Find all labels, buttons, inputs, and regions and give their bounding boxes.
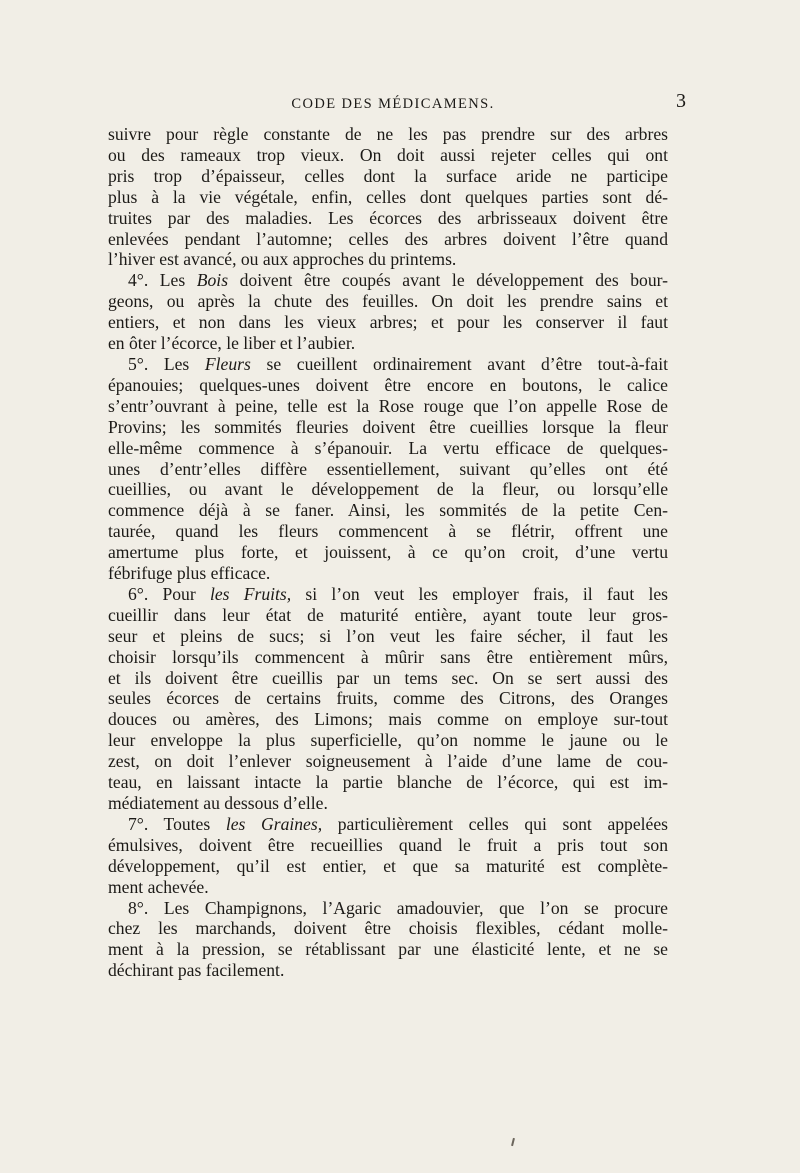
text-line — [108, 270, 668, 291]
text-line — [108, 542, 668, 563]
text-run: 6°. Pour — [128, 583, 210, 604]
text-run: 7°. Toutes — [128, 813, 226, 834]
text-run: truites par des maladies. Les écorces des arbrisseaux doivent être — [108, 207, 668, 228]
paragraph — [108, 584, 668, 814]
paragraph — [108, 124, 668, 270]
body-text — [108, 124, 668, 981]
text-run: choisir lorsqu’ils commencent à mûrir sans être entièrement mûrs, — [108, 646, 668, 667]
text-line — [108, 208, 668, 229]
text-run: cueillies, ou avant le développement de la fleur, ou lorsqu’elle — [108, 479, 668, 500]
text-line — [108, 877, 668, 898]
text-line — [108, 333, 668, 354]
text-run: douces ou amères, des Limons; mais comme on employe sur-tout — [108, 709, 668, 730]
paragraph — [108, 270, 668, 354]
text-run: pris trop d’épaisseur, celles dont la surface aride ne participe — [108, 165, 668, 186]
text-line — [108, 647, 668, 668]
text-run: développement, qu’il est entier, et que sa maturité est complète- — [108, 855, 668, 876]
text-line — [108, 249, 668, 270]
text-run: geons, ou après la chute des feuilles. On doit les prendre sains et — [108, 291, 668, 312]
text-line — [108, 375, 668, 396]
text-line — [108, 898, 668, 919]
text-run: particulièrement celles qui sont appelées — [322, 813, 669, 834]
text-line — [108, 605, 668, 626]
text-line — [108, 709, 668, 730]
text-run: 8°. Les Champignons, l’Agaric amadouvier, que l’on se procure — [128, 897, 668, 918]
text-run: ment achevée. — [108, 876, 209, 897]
text-run: 4°. Les — [128, 270, 197, 291]
text-line — [108, 772, 668, 793]
text-line — [108, 124, 668, 145]
text-line — [108, 166, 668, 187]
text-run: déchirant pas facilement. — [108, 960, 285, 981]
text-run: seules écorces de certains fruits, comme des Citrons, des Oranges — [108, 688, 668, 709]
text-run: unes d’entr’elles diffère essentiellement, suivant qu’elles ont été — [108, 458, 668, 479]
page-number: 3 — [676, 90, 686, 112]
text-line — [108, 291, 668, 312]
text-line — [108, 835, 668, 856]
text-line — [108, 145, 668, 166]
italic-term: les Fruits, — [209, 583, 292, 604]
text-line — [108, 229, 668, 250]
text-run: leur enveloppe la plus superficielle, qu’on nomme le jaune ou le — [108, 730, 668, 751]
paragraph — [108, 898, 668, 982]
running-head — [108, 90, 686, 118]
text-line — [108, 918, 668, 939]
text-line — [108, 187, 668, 208]
text-run: enlevées pendant l’automne; celles des arbres doivent l’être quand — [108, 228, 668, 249]
text-line — [108, 688, 668, 709]
text-line — [108, 563, 668, 584]
text-run: plus à la vie végétale, enfin, celles dont quelques parties sont dé- — [108, 186, 668, 207]
text-run: amertume plus forte, et jouissent, à ce qu’on croit, d’une vertu — [108, 542, 668, 563]
ink-speck — [511, 1138, 515, 1146]
text-line — [108, 668, 668, 689]
text-line — [108, 417, 668, 438]
text-line — [108, 960, 668, 981]
text-run: ment à la pression, se rétablissant par une élasticité lente, et ne se — [108, 939, 668, 960]
text-line — [108, 751, 668, 772]
text-line — [108, 438, 668, 459]
text-run: et ils doivent être cueillis par un tems sec. On se sert aussi des — [108, 667, 668, 688]
italic-term: Bois — [196, 270, 229, 291]
text-run: doivent être coupés avant le développement des bour- — [228, 270, 668, 291]
text-run: cueillir dans leur état de maturité entière, ayant toute leur gros- — [108, 604, 668, 625]
text-line — [108, 584, 668, 605]
text-run: médiatement au dessous d’elle. — [108, 793, 328, 813]
text-run: émulsives, doivent être recueillies quand le fruit a pris tout son — [108, 834, 668, 855]
text-line — [108, 354, 668, 375]
text-run: elle-même commence à s’épanouir. La vertu efficace de quelques- — [108, 437, 668, 458]
text-run: épanouies; quelques-unes doivent être encore en boutons, le calice — [108, 374, 668, 395]
text-run: entiers, et non dans les vieux arbres; et pour les conserver il faut — [108, 312, 668, 333]
text-line — [108, 500, 668, 521]
text-run: taurée, quand les fleurs commencent à se flétrir, offrent une — [108, 521, 668, 542]
text-line — [108, 793, 668, 814]
text-run: 5°. Les — [128, 353, 205, 374]
text-run: teau, en laissant intacte la partie blanche de l’écorce, qui est im- — [108, 772, 668, 793]
text-line — [108, 814, 668, 835]
text-run: seur et pleins de sucs; si l’on veut les faire sécher, il faut les — [108, 625, 668, 646]
paragraph — [108, 814, 668, 898]
text-line — [108, 730, 668, 751]
text-line — [108, 479, 668, 500]
text-line — [108, 459, 668, 480]
text-run: ou des rameaux trop vieux. On doit aussi rejeter celles qui ont — [108, 144, 668, 165]
text-run: chez les marchands, doivent être choisis flexibles, cédant molle- — [108, 918, 668, 939]
text-line — [108, 856, 668, 877]
text-run: s’entr’ouvrant à peine, telle est la Rose rouge que l’on appelle Rose de — [108, 395, 668, 416]
italic-term: Fleurs — [204, 353, 251, 374]
text-run: en ôter l’écorce, le liber et l’aubier. — [108, 333, 356, 354]
running-title: CODE DES MÉDICAMENS. — [291, 96, 495, 112]
text-line — [108, 521, 668, 542]
text-line — [108, 626, 668, 647]
text-run: zest, on doit l’enlever soigneusement à l’aide d’une lame de cou- — [108, 751, 668, 772]
paragraph — [108, 354, 668, 584]
italic-term: les Graines, — [225, 813, 323, 834]
text-run: Provins; les sommités fleuries doivent être cueillies lorsque la fleur — [108, 416, 668, 437]
text-line — [108, 939, 668, 960]
text-run: se cueillent ordinairement avant d’être tout-à-fait — [250, 353, 668, 374]
text-run: fébrifuge plus efficace. — [108, 563, 271, 584]
text-run: suivre pour règle constante de ne les pas prendre sur des arbres — [108, 124, 668, 144]
text-line — [108, 312, 668, 333]
text-run: commence déjà à se faner. Ainsi, les sommités de la petite Cen- — [108, 500, 668, 521]
text-line — [108, 396, 668, 417]
text-run: l’hiver est avancé, ou aux approches du printems. — [108, 249, 457, 270]
text-run: si l’on veut les employer frais, il faut les — [291, 583, 668, 604]
